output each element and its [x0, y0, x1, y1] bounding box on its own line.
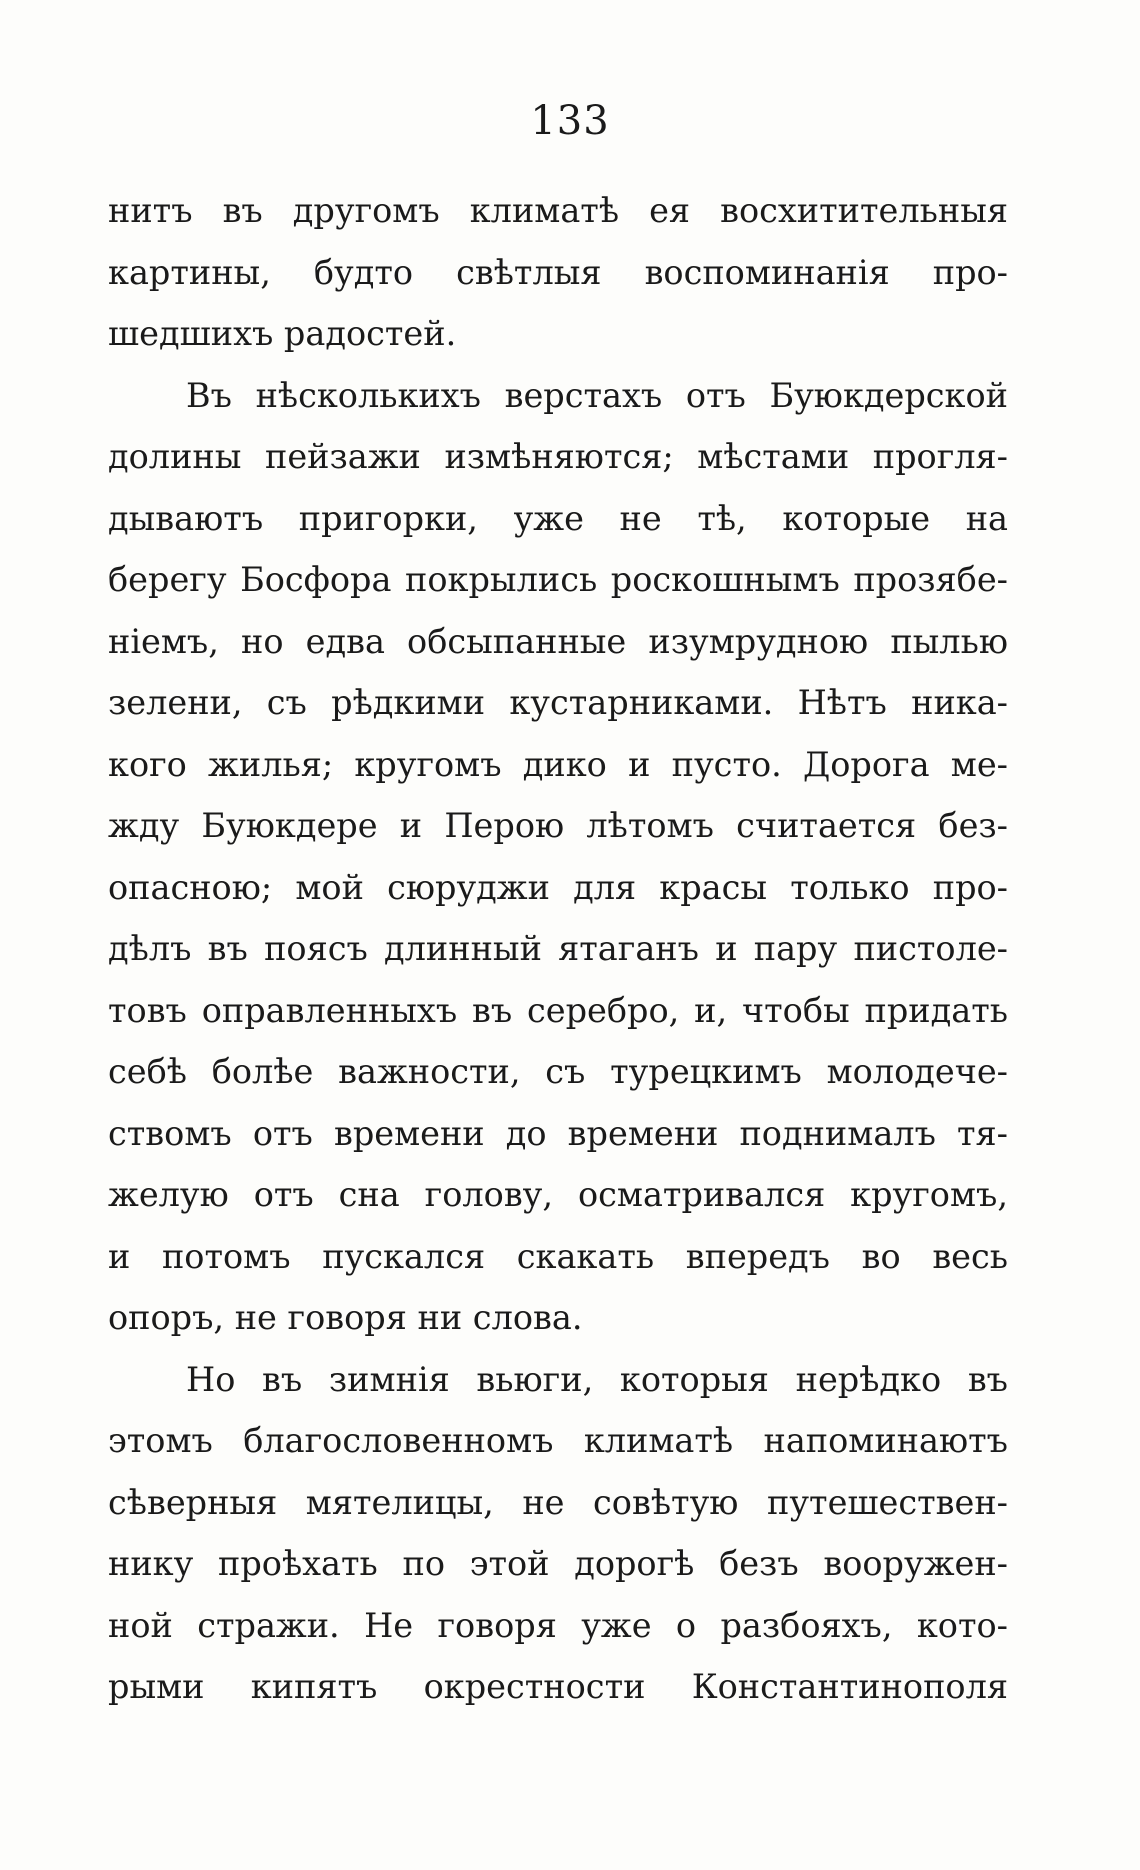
text-line: шедшихъ радостей. — [108, 314, 457, 353]
body-text — [108, 180, 1008, 1718]
text-line: долины пейзажи измѣняются; мѣстами прогля- — [108, 437, 1008, 476]
text-line: опоръ, не говоря ни слова. — [108, 1298, 583, 1337]
text-line: Но въ зимнія вьюги, которыя нерѣдко въ — [186, 1359, 1008, 1399]
text-line: жду Буюкдере и Перою лѣтомъ считается без- — [108, 806, 1008, 845]
text-line: товъ оправленныхъ въ серебро, и, чтобы придать — [108, 990, 1008, 1030]
paragraph-3 — [108, 1349, 1008, 1718]
text-line: Въ нѣсколькихъ верстахъ отъ Буюкдерской — [186, 375, 1008, 415]
text-line: берегу Босфора покрылись роскошнымъ прозябе- — [108, 560, 1008, 599]
text-line: сѣверныя мятелицы, не совѣтую путешествен- — [108, 1482, 1008, 1522]
text-line: нитъ въ другомъ климатѣ ея восхитительныя — [108, 191, 1008, 230]
page-number: 133 — [530, 98, 610, 144]
text-line: ніемъ, но едва обсыпанные изумрудною пылью — [108, 621, 1008, 661]
text-line: и потомъ пускался скакать впередъ во весь — [108, 1236, 1008, 1276]
text-line: картины, будто свѣтлыя воспоминанія про- — [108, 252, 1008, 292]
text-line: желую отъ сна голову, осматривался кругомъ, — [108, 1175, 1008, 1214]
text-line: этомъ благословенномъ климатѣ напоминаютъ — [108, 1421, 1008, 1460]
text-line: дываютъ пригорки, уже не тѣ, которые на — [108, 498, 1008, 538]
text-line: нику проѣхать по этой дорогѣ безъ вооружен- — [108, 1544, 1008, 1583]
text-line: кого жилья; кругомъ дико и пусто. Дорога ме- — [108, 744, 1008, 784]
text-line: зелени, съ рѣдкими кустарниками. Нѣтъ ника- — [108, 683, 1008, 722]
text-line: опасною; мой сюруджи для красы только про- — [108, 867, 1008, 907]
text-line: ствомъ отъ времени до времени поднималъ тя- — [108, 1113, 1008, 1153]
paragraph-1 — [108, 180, 1008, 365]
text-line: рыми кипятъ окрестности Константинополя — [108, 1667, 1008, 1706]
text-line: себѣ болѣе важности, съ турецкимъ молодече- — [108, 1052, 1008, 1091]
text-line: ной стражи. Не говоря уже о разбояхъ, кото- — [108, 1605, 1008, 1645]
text-line: дѣлъ въ поясъ длинный ятаганъ и пару пистоле- — [108, 929, 1008, 968]
paragraph-2 — [108, 365, 1008, 1349]
